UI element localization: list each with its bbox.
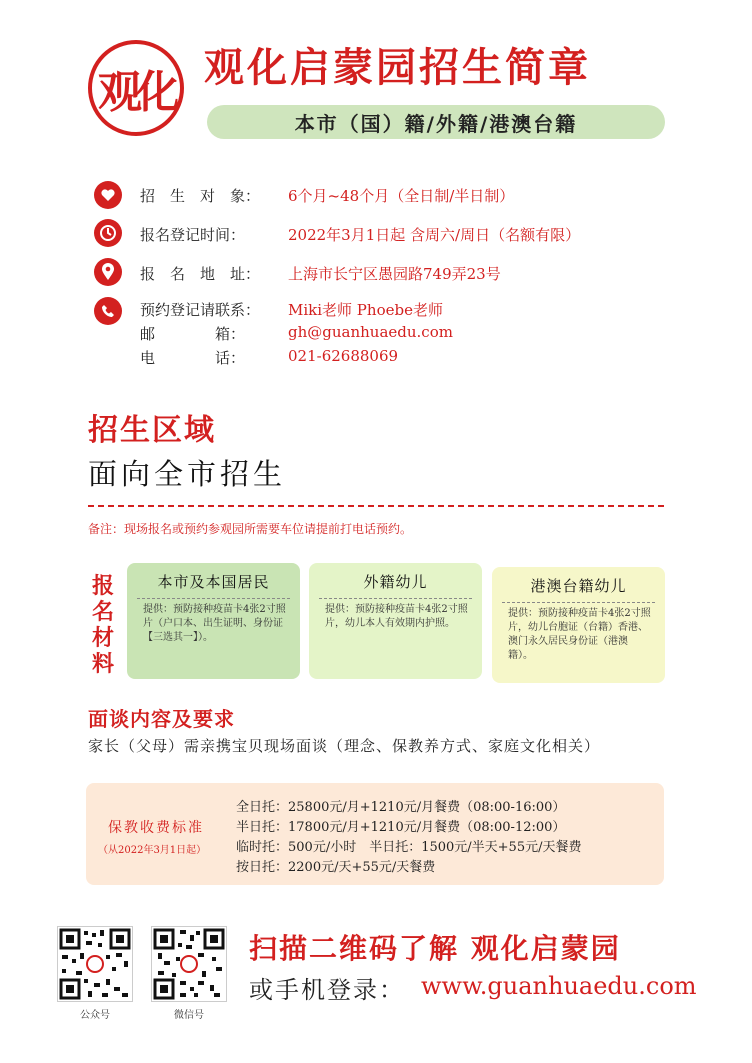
material-card-title: 本市及本国居民 bbox=[157, 573, 270, 591]
website-link[interactable]: www.guanhuaedu.com bbox=[421, 972, 697, 1000]
materials-label: 报名材料 bbox=[92, 573, 115, 677]
qr-code-wechat bbox=[151, 926, 227, 1002]
location-pin-icon bbox=[94, 258, 122, 286]
phone-value[interactable]: 021-62688069 bbox=[288, 347, 399, 365]
target-label: 招 生 对 象： bbox=[140, 187, 261, 205]
clock-icon bbox=[94, 219, 122, 247]
interview-heading: 面谈内容及要求 bbox=[88, 707, 235, 731]
time-value: 2022年3月1日起 含周六/周日（名额有限） bbox=[288, 226, 581, 244]
parking-note: 备注：现场报名或预约参观园所需要车位请提前打电话预约。 bbox=[88, 522, 413, 536]
fee-row-temporary: 临时托：500元/小时 半日托：1500元/半天+55元/天餐费 bbox=[236, 840, 582, 855]
card-divider bbox=[502, 602, 655, 603]
address-label: 报 名 地 址： bbox=[140, 265, 261, 283]
region-heading: 招生区域 bbox=[88, 413, 216, 448]
material-card-body: 提供：预防接种疫苗卡4张2寸照片，幼儿本人有效期内护照。 bbox=[325, 604, 468, 629]
qr-caption-official-account: 公众号 bbox=[80, 1010, 110, 1021]
material-card-body: 提供：预防接种疫苗卡4张2寸照片（户口本、出生证明、身份证【三选其一】）。 bbox=[143, 604, 286, 643]
logo-text: 观化 bbox=[98, 67, 174, 118]
card-divider bbox=[137, 598, 290, 599]
fee-title: 保教收费标准 bbox=[108, 820, 204, 836]
target-value: 6个月~48个月（全日制/半日制） bbox=[288, 187, 515, 205]
logo bbox=[88, 40, 184, 136]
contact-label: 预约登记请联系： bbox=[140, 301, 261, 319]
fee-effective-note: （从2022年3月1日起） bbox=[98, 845, 207, 856]
phone-label: 电 话： bbox=[140, 349, 246, 367]
material-card-title: 外籍幼儿 bbox=[363, 573, 428, 591]
subtitle-banner: 本市（国）籍/外籍/港澳台籍 bbox=[207, 105, 665, 139]
fee-row-halfday: 半日托：17800元/月+1210元/月餐费（08:00-12:00） bbox=[236, 820, 566, 835]
email-value[interactable]: gh@guanhuaedu.com bbox=[288, 323, 453, 341]
material-card-body: 提供：预防接种疫苗卡4张2寸照片，幼儿台胞证（台籍）香港、澳门永久居民身份证（港澳籍）。 bbox=[508, 608, 651, 661]
heart-icon bbox=[94, 181, 122, 209]
time-label: 报名登记时间： bbox=[140, 226, 246, 244]
card-divider bbox=[319, 598, 472, 599]
address-value: 上海市长宁区愚园路749弄23号 bbox=[288, 265, 501, 283]
login-label: 或手机登录： bbox=[249, 976, 405, 1004]
qr-code-official-account bbox=[57, 926, 133, 1002]
scan-qr-text: 扫描二维码了解 观化启蒙园 bbox=[249, 932, 621, 965]
qr-caption-wechat: 微信号 bbox=[174, 1010, 204, 1021]
phone-icon bbox=[94, 297, 122, 325]
region-text: 面向全市招生 bbox=[88, 457, 287, 491]
material-card-hmt bbox=[492, 567, 665, 683]
material-card-foreign bbox=[309, 563, 482, 679]
contact-value: Miki老师 Phoebe老师 bbox=[288, 301, 443, 319]
fee-row-fullday: 全日托：25800元/月+1210元/月餐费（08:00-16:00） bbox=[236, 800, 566, 815]
interview-text: 家长（父母）需亲携宝贝现场面谈（理念、保教养方式、家庭文化相关） bbox=[88, 737, 601, 755]
email-label: 邮 箱： bbox=[140, 325, 246, 343]
fee-row-daily: 按日托：2200元/天+55元/天餐费 bbox=[236, 860, 436, 875]
material-card-title: 港澳台籍幼儿 bbox=[530, 577, 627, 595]
dashed-divider bbox=[88, 505, 664, 507]
page-title: 观化启蒙园招生简章 bbox=[204, 44, 591, 91]
material-card-local bbox=[127, 563, 300, 679]
